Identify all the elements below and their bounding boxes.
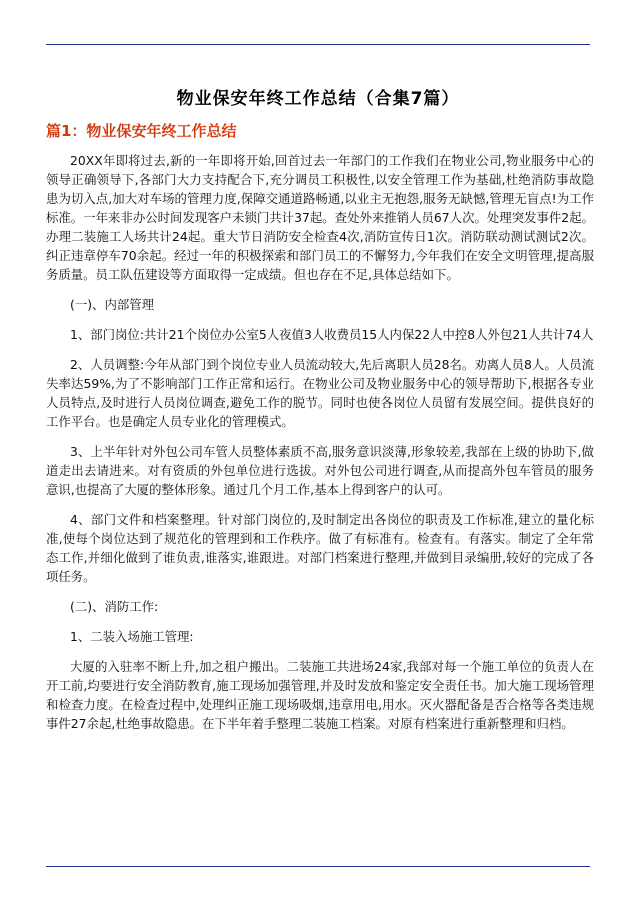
paragraph-staff-adjustment: 2、人员调整:今年从部门到个岗位专业人员流动较大,先后离职人员28名。劝离人员8人。人员流失率达59%,为了不影响部门工作正常和运行。在物业公司及物业服务中心的领导帮助下,根据各专业人员特点,及时进行人员岗位调查,避免工作的脱节。同时也使各岗位人员留有发展空间。提供良好的工作平台。也是确定人员专业化的管理模式。	[46, 357, 594, 429]
paragraph-renovation: 大厦的入驻率不断上升,加之租户搬出。二装施工共进场24家,我部对每一个施工单位的负责人在开工前,均要进行安全消防教育,施工现场加强管理,并及时发放和鉴定安全责任书。加大施工现场管理和检查力度。在检查过程中,处理纠正施工现场吸烟,违章用电,用水。灭火器配备是否合格等各类违规事件27余起,杜绝事故隐患。在下半年着手整理二装施工档案。对原有档案进行重新整理和归档。	[46, 659, 594, 731]
paragraph-intro: 20XX年即将过去,新的一年即将开始,回首过去一年部门的工作我们在物业公司,物业服务中心的领导正确领导下,各部门大力支持配合下,充分调员工积极性,以安全管理工作为基础,杜绝消防事故隐患为切入点,加大对车场的管理力度,保障交通道路畅通,以业主无抱怨,服务无缺憾,管理无盲点!为工作标准。一年来非办公时间发现客户未锁门共计37起。查处外来推销人员67人次。处理突发事件2起。办理二装施工人场共计24起。重大节日消防安全检查4次,消防宣传日1次。消防联动测试测试2次。纠正违章停车70余起。经过一年的积极探索和部门员工的不懈努力,今年我们在安全文明管理,提高服务质量。员工队伍建设等方面取得一定成绩。但也存在不足,具体总结如下。	[46, 153, 594, 282]
top-rule	[46, 44, 590, 45]
subheading-renovation: 1、二装入场施工管理:	[70, 629, 194, 644]
bottom-rule	[46, 866, 590, 867]
document-title: 物业保安年终工作总结（合集7篇）	[176, 89, 460, 109]
section-heading: 篇1：物业保安年终工作总结	[46, 122, 237, 140]
document-body	[46, 151, 594, 744]
subheading-internal-management: (一)、内部管理	[70, 297, 155, 312]
paragraph-documents: 4、部门文件和档案整理。针对部门岗位的,及时制定出各岗位的职责及工作标准,建立的量化标准,使每个岗位达到了规范化的管理到和工作秩序。做了有标准有。检查有。有落实。制定了全年常态工作,并细化做到了谁负责,谁落实,谁跟进。对部门档案进行整理,并做到目录编册,较好的完成了各项任务。	[46, 512, 594, 584]
subheading-fire-safety: (二)、消防工作:	[70, 599, 159, 614]
paragraph-outsourcing: 3、上半年针对外包公司车管人员整体素质不高,服务意识淡薄,形象较差,我部在上级的协助下,做道走出去请进来。对有资质的外包单位进行选拔。对外包公司进行调查,从而提高外包车管员的服务意识,也提高了大厦的整体形象。通过几个月工作,基本上得到客户的认可。	[46, 444, 594, 497]
paragraph-positions: 1、部门岗位:共计21个岗位办公室5人夜值3人收费员15人内保22人中控8人外包21人共计74人	[70, 327, 594, 342]
